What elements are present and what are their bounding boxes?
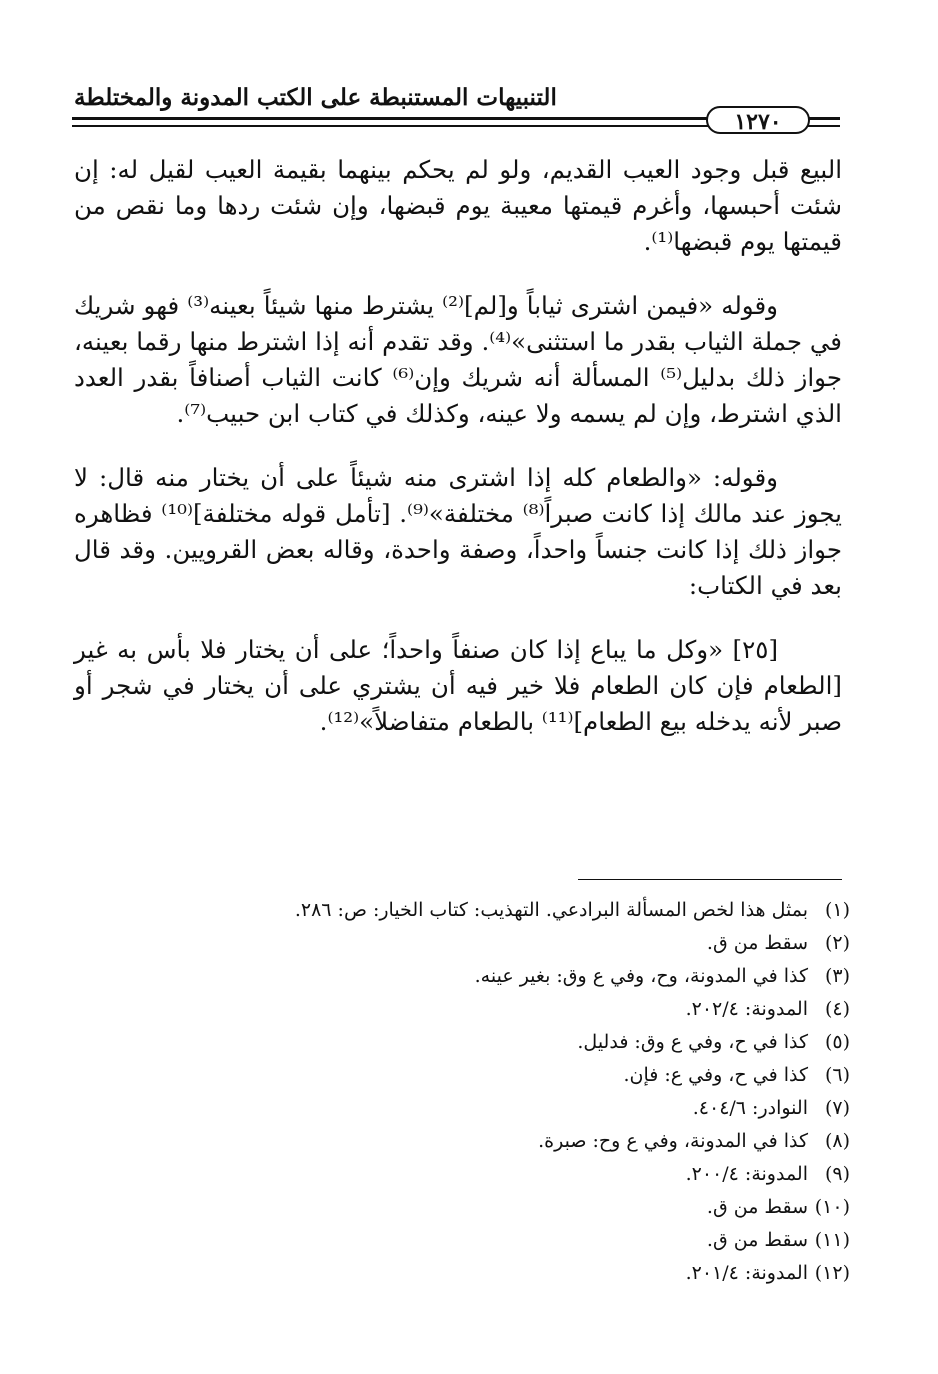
paragraph-4: [٢٥] «وكل ما يباع إذا كان صنفاً واحداً؛ على أن يختار فلا بأس به غير [الطعام فإن كان الطعام فلا خير فيه أن يشتري على أن يختار في شجر أو صبر لأنه يدخله بيع الطعام]⁽¹¹⁾ بالطعام متفاضلاً»⁽¹²⁾. — [74, 635, 842, 736]
footnote-item — [90, 1026, 850, 1059]
paragraph-2: وقوله «فيمن اشترى ثياباً و[لم]⁽²⁾ يشترط منها شيئاً بعينه⁽³⁾ فهو شريك في جملة الثياب بقدر ما استثنى»⁽⁴⁾. وقد تقدم أنه إذا اشترط منها رقما بعينه، جواز ذلك بدليل⁽⁵⁾ المسألة أنه شريك وإن⁽⁶⁾ كانت الثياب أصنافاً بقدر العدد الذي اشترط، وإن لم يسمه ولا عينه، وكذلك في كتاب ابن حبيب⁽⁷⁾. — [74, 291, 842, 428]
footnote-number: (١١) — [814, 1229, 850, 1251]
footnote-number: (٥) — [824, 1031, 850, 1053]
paragraph-1: البيع قبل وجود العيب القديم، ولو لم يحكم بينهما بقيمة العيب لقيل له: إن شئت أحبسها، وأغرم قيمتها معيبة يوم قبضها، وإن شئت ردها وما نقص من قيمتها يوم قبضها⁽¹⁾. — [74, 155, 842, 256]
footnote-text: سقط من ق. — [706, 1196, 808, 1218]
footnote-item — [90, 927, 850, 960]
footnote-text: كذا في المدونة، وح، وفي ع وق: بغير عينه. — [474, 965, 808, 987]
footnote-separator — [578, 879, 842, 880]
footnote-item — [90, 894, 850, 927]
footnote-text: كذا في المدونة، وفي ع وح: صبرة. — [538, 1130, 808, 1152]
footnote-number: (٤) — [824, 998, 850, 1020]
footnote-number: (١٢) — [814, 1262, 850, 1284]
footnote-number: (١) — [824, 899, 850, 921]
footnote-number: (٧) — [824, 1097, 850, 1119]
footnote-item — [90, 1158, 850, 1191]
main-text — [74, 152, 842, 768]
footnote-text: كذا في ح، وفي ع وق: فدليل. — [577, 1031, 808, 1053]
footnote-item — [90, 1191, 850, 1224]
footnote-text: المدونة: ٢٠٢/٤. — [685, 998, 808, 1020]
footnote-number: (٣) — [824, 965, 850, 987]
footnote-item — [90, 1257, 850, 1290]
footnote-number: (٩) — [824, 1163, 850, 1185]
footnote-text: النوادر: ٤٠٤/٦. — [692, 1097, 808, 1119]
footnotes-list — [90, 894, 850, 1290]
footnote-number: (٦) — [824, 1064, 850, 1086]
footnote-item — [90, 1125, 850, 1158]
running-header-title: التنبيهات المستنبطة على الكتب المدونة والمختلطة — [74, 84, 557, 111]
footnote-number: (٨) — [824, 1130, 850, 1152]
footnote-text: سقط من ق. — [706, 1229, 808, 1251]
footnote-item — [90, 1224, 850, 1257]
footnote-number: (٢) — [824, 932, 850, 954]
paragraph-3: وقوله: «والطعام كله إذا اشترى منه شيئاً على أن يختار منه قال: لا يجوز عند مالك إذا كانت صبراً⁽⁸⁾ مختلفة»⁽⁹⁾. [تأمل قوله مختلفة]⁽¹⁰⁾ فظاهره جواز ذلك إذا كانت جنساً واحداً، وصفة واحدة، وقاله بعض القرويين. وقد قال بعد في الكتاب: — [74, 463, 842, 600]
footnote-text: المدونة: ٢٠١/٤. — [685, 1262, 808, 1284]
footnote-item — [90, 1059, 850, 1092]
footnote-text: المدونة: ٢٠٠/٤. — [685, 1163, 808, 1185]
page-number: ١٢٧٠ — [706, 106, 810, 134]
footnote-item — [90, 1092, 850, 1125]
footnote-item — [90, 960, 850, 993]
footnote-text: بمثل هذا لخص المسألة البرادعي. التهذيب: كتاب الخيار: ص: ٢٨٦. — [294, 899, 808, 921]
footnote-number: (١٠) — [814, 1196, 850, 1218]
footnote-text: كذا في ح، وفي ع: فإن. — [623, 1064, 808, 1086]
footnote-text: سقط من ق. — [706, 932, 808, 954]
footnote-item — [90, 993, 850, 1026]
